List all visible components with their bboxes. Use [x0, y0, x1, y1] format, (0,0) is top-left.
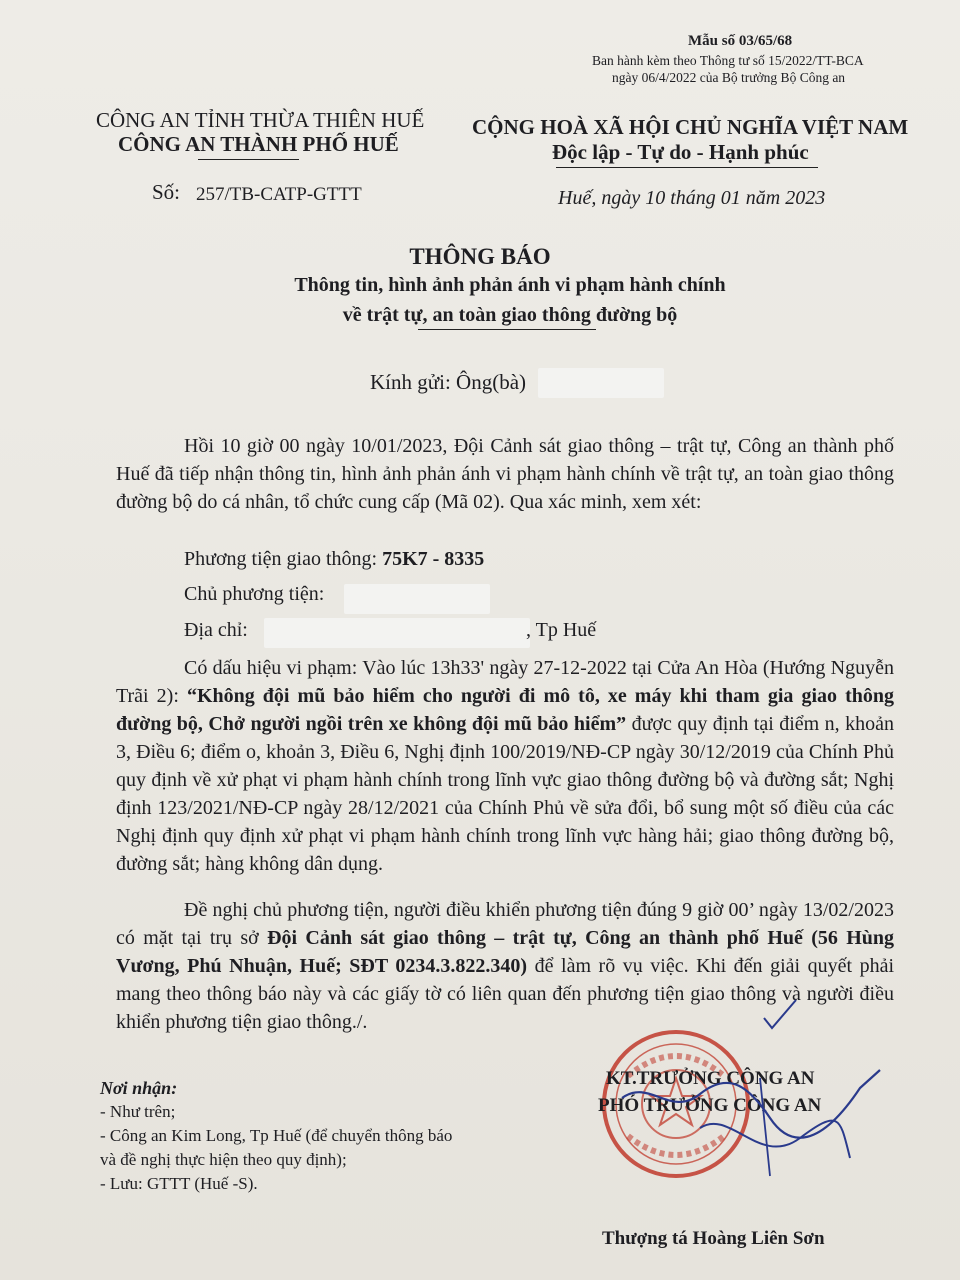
agency-name: [118, 132, 399, 157]
agency-name-text: CÔNG AN THÀNH PHỐ HUẾ: [118, 132, 399, 156]
recipient-item: - Lưu: GTTT (Huế -S).: [100, 1174, 258, 1193]
subtitle-underline: [418, 329, 596, 330]
vehicle-plate: 75K7 - 8335: [382, 548, 485, 570]
nation-title: CỘNG HOÀ XÃ HỘI CHỦ NGHĨA VIỆT NAM: [472, 115, 909, 139]
signature-title-line1: KT.TRƯỞNG CÔNG AN: [606, 1068, 815, 1089]
address-line: [184, 619, 248, 642]
handwritten-check-icon: [760, 998, 800, 1032]
recipient-item: - Công an Kim Long, Tp Huế (để chuyển thông báo: [100, 1126, 453, 1145]
redacted-address: [264, 618, 530, 648]
agency-underline: [198, 159, 299, 160]
nation-motto: Độc lập - Tự do - Hạnh phúc: [552, 140, 809, 164]
violation-legal-basis: được quy định tại điểm n, khoản 3, Điều 6; điểm o, khoản 3, Điều 6, Nghị định 100/2019/NĐ-CP ngày 30/12/2019 của Chính Phủ quy định về xử phạt vi phạm hành chính trong lĩnh vực giao thông đường bộ và đường sắt; Nghị định 123/2021/NĐ-CP ngày 28/12/2021 của Chính Phủ về sửa đổi, bổ sung một số điều của các Nghị định quy định xử phạt vi phạm hành chính trong lĩnh vực hàng hải; giao thông đường bộ, đường sắt; hàng không dân dụng.: [116, 713, 895, 875]
document-title: THÔNG BÁO: [409, 244, 551, 269]
address-suffix: , Tp Huế: [526, 619, 597, 641]
signature-title-line2: PHÓ TRƯỞNG CÔNG AN: [598, 1095, 822, 1116]
violation-intro: Có dấu hiệu vi phạm: Vào lúc 13h33' ngày 27-12-2022 tại Cửa An Hòa (Hướng Nguyễn Trãi 2):: [116, 657, 894, 707]
recipient-item: - Như trên;: [100, 1102, 176, 1121]
request-rest: để làm rõ vụ việc. Khi đến giải quyết phải mang theo thông báo này và các giấy tờ có liên quan đến phương tiện giao thông và người điều khiển phương tiện giao thông./.: [116, 955, 895, 1033]
agency-parent: CÔNG AN TỈNH THỪA THIÊN HUẾ: [96, 108, 425, 132]
document-subtitle-line2: về trật tự, an toàn giao thông đường bộ: [342, 304, 678, 326]
salutation: Kính gửi: Ông(bà): [370, 370, 527, 394]
doc-number: 257/TB-CATP-GTTT: [196, 184, 362, 205]
vehicle-label: Phương tiện giao thông:: [184, 548, 378, 570]
intro-text: Hồi 10 giờ 00 ngày 10/01/2023, Đội Cảnh sát giao thông – trật tự, Công an thành phố Huế đã tiếp nhận thông tin, hình ảnh phản ánh vi phạm hành chính về trật tự, an toàn giao thông đường bộ do cá nhân, tổ chức cung cấp (Mã 02). Qua xác minh, xem xét:: [116, 435, 894, 513]
form-issued-line2: ngày 06/4/2022 của Bộ trưởng Bộ Công an: [612, 70, 846, 85]
request-intro: Đề nghị chủ phương tiện, người điều khiển phương tiện đúng 9 giờ 00’ ngày 13/02/2023 có mặt tại trụ sở: [116, 899, 894, 949]
dateline: Huế, ngày 10 tháng 01 năm 2023: [558, 187, 826, 209]
document-subtitle-line1: Thông tin, hình ảnh phản ánh vi phạm hành chính: [294, 274, 726, 296]
owner-line: [184, 583, 324, 606]
violation-description: “Không đội mũ bảo hiểm cho người đi mô tô, xe máy khi tham gia giao thông đường bộ, Chở người ngồi trên xe không đội mũ bảo hiểm”: [116, 685, 895, 735]
redacted-owner: [344, 584, 490, 614]
recipients-heading: Nơi nhận:: [100, 1078, 178, 1098]
paragraph-intro: [116, 432, 894, 516]
motto-underline: [556, 167, 818, 168]
doc-number-label: Số:: [152, 180, 181, 204]
signer-name: Thượng tá Hoàng Liên Sơn: [602, 1228, 825, 1249]
redacted-recipient-name: [538, 368, 664, 398]
paragraph-violation: [116, 654, 894, 878]
request-office: Đội Cảnh sát giao thông – trật tự, Công an thành phố Huế (56 Hùng Vương, Phú Nhuận, Huế; SĐT 0234.3.822.340): [116, 927, 895, 977]
form-number: Mẫu số 03/65/68: [688, 33, 793, 49]
recipient-item: và đề nghị thực hiện theo quy định);: [100, 1150, 347, 1169]
owner-label: Chủ phương tiện:: [184, 583, 325, 605]
address-label: Địa chỉ:: [184, 619, 248, 641]
form-issued-line1: Ban hành kèm theo Thông tư số 15/2022/TT-BCA: [592, 53, 864, 68]
handwritten-signature-icon: [610, 1058, 890, 1188]
vehicle-line: [184, 548, 484, 571]
recipients-block: [100, 1076, 452, 1196]
